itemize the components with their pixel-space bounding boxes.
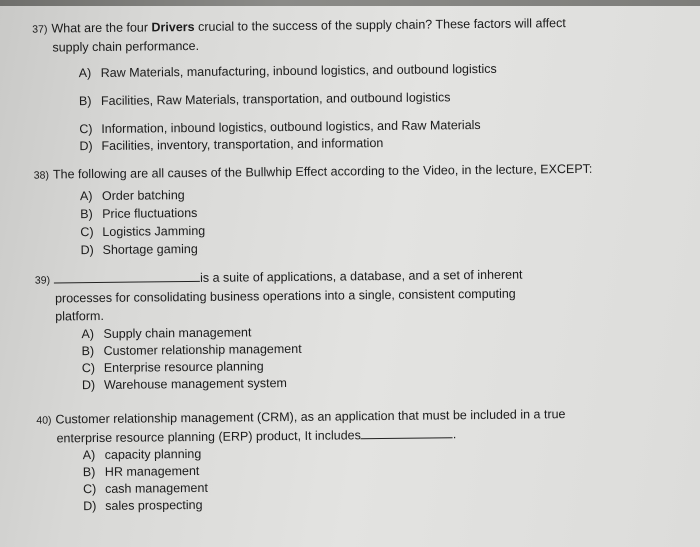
- answer-blank: [361, 437, 453, 439]
- answer-blank: [54, 281, 200, 284]
- question-40-option-b: B) HR management: [82, 463, 200, 480]
- question-37-option-d: D) Facilities, inventory, transportation, and information: [79, 135, 384, 154]
- question-37-option-b: B) Facilities, Raw Materials, transportation, and outbound logistics: [78, 90, 451, 109]
- question-39-option-b: B) Customer relationship management: [81, 341, 302, 359]
- question-37-option-c: C) Information, inbound logistics, outbound logistics, and Raw Materials: [79, 117, 481, 137]
- question-39-option-d: D) Warehouse management system: [81, 376, 287, 393]
- question-38-option-b: B) Price fluctuations: [80, 205, 198, 222]
- question-38-option-d: D) Shortage gaming: [80, 241, 198, 258]
- question-38-option-a: A) Order batching: [79, 188, 185, 204]
- question-39-stem: 39) is a suite of applications, a database, and a set of inherent processes for consolidating business operations into a single, consistent computing platform.: [34, 267, 523, 324]
- question-37-option-a: A) Raw Materials, manufacturing, inbound logistics, and outbound logistics: [78, 61, 497, 81]
- question-39-option-c: C) Enterprise resource planning: [81, 359, 264, 376]
- question-40-option-a: A) capacity planning: [82, 446, 202, 463]
- question-number: 40): [36, 414, 52, 427]
- question-37-stem: 37) What are the four Drivers crucial to the success of the supply chain? These factors will affect supply chain performance.: [32, 16, 566, 55]
- question-number: 39): [34, 274, 51, 287]
- question-38-option-c: C) Logistics Jamming: [80, 223, 206, 240]
- question-38-stem: 38) The following are all causes of the Bullwhip Effect according to the Video, in the lecture, EXCEPT:: [33, 161, 593, 182]
- question-number: 38): [33, 169, 50, 182]
- question-40-option-c: C) cash management: [82, 480, 208, 497]
- question-number: 37): [32, 23, 48, 36]
- question-39-option-a: A) Supply chain management: [81, 325, 252, 342]
- question-40-option-d: D) sales prospecting: [83, 497, 203, 514]
- question-40-stem: 40) Customer relationship management (CRM), as an application that must be included in a true enterprise resource planning (ERP) product, It includes .: [36, 407, 566, 446]
- bold-term: Drivers: [151, 19, 195, 35]
